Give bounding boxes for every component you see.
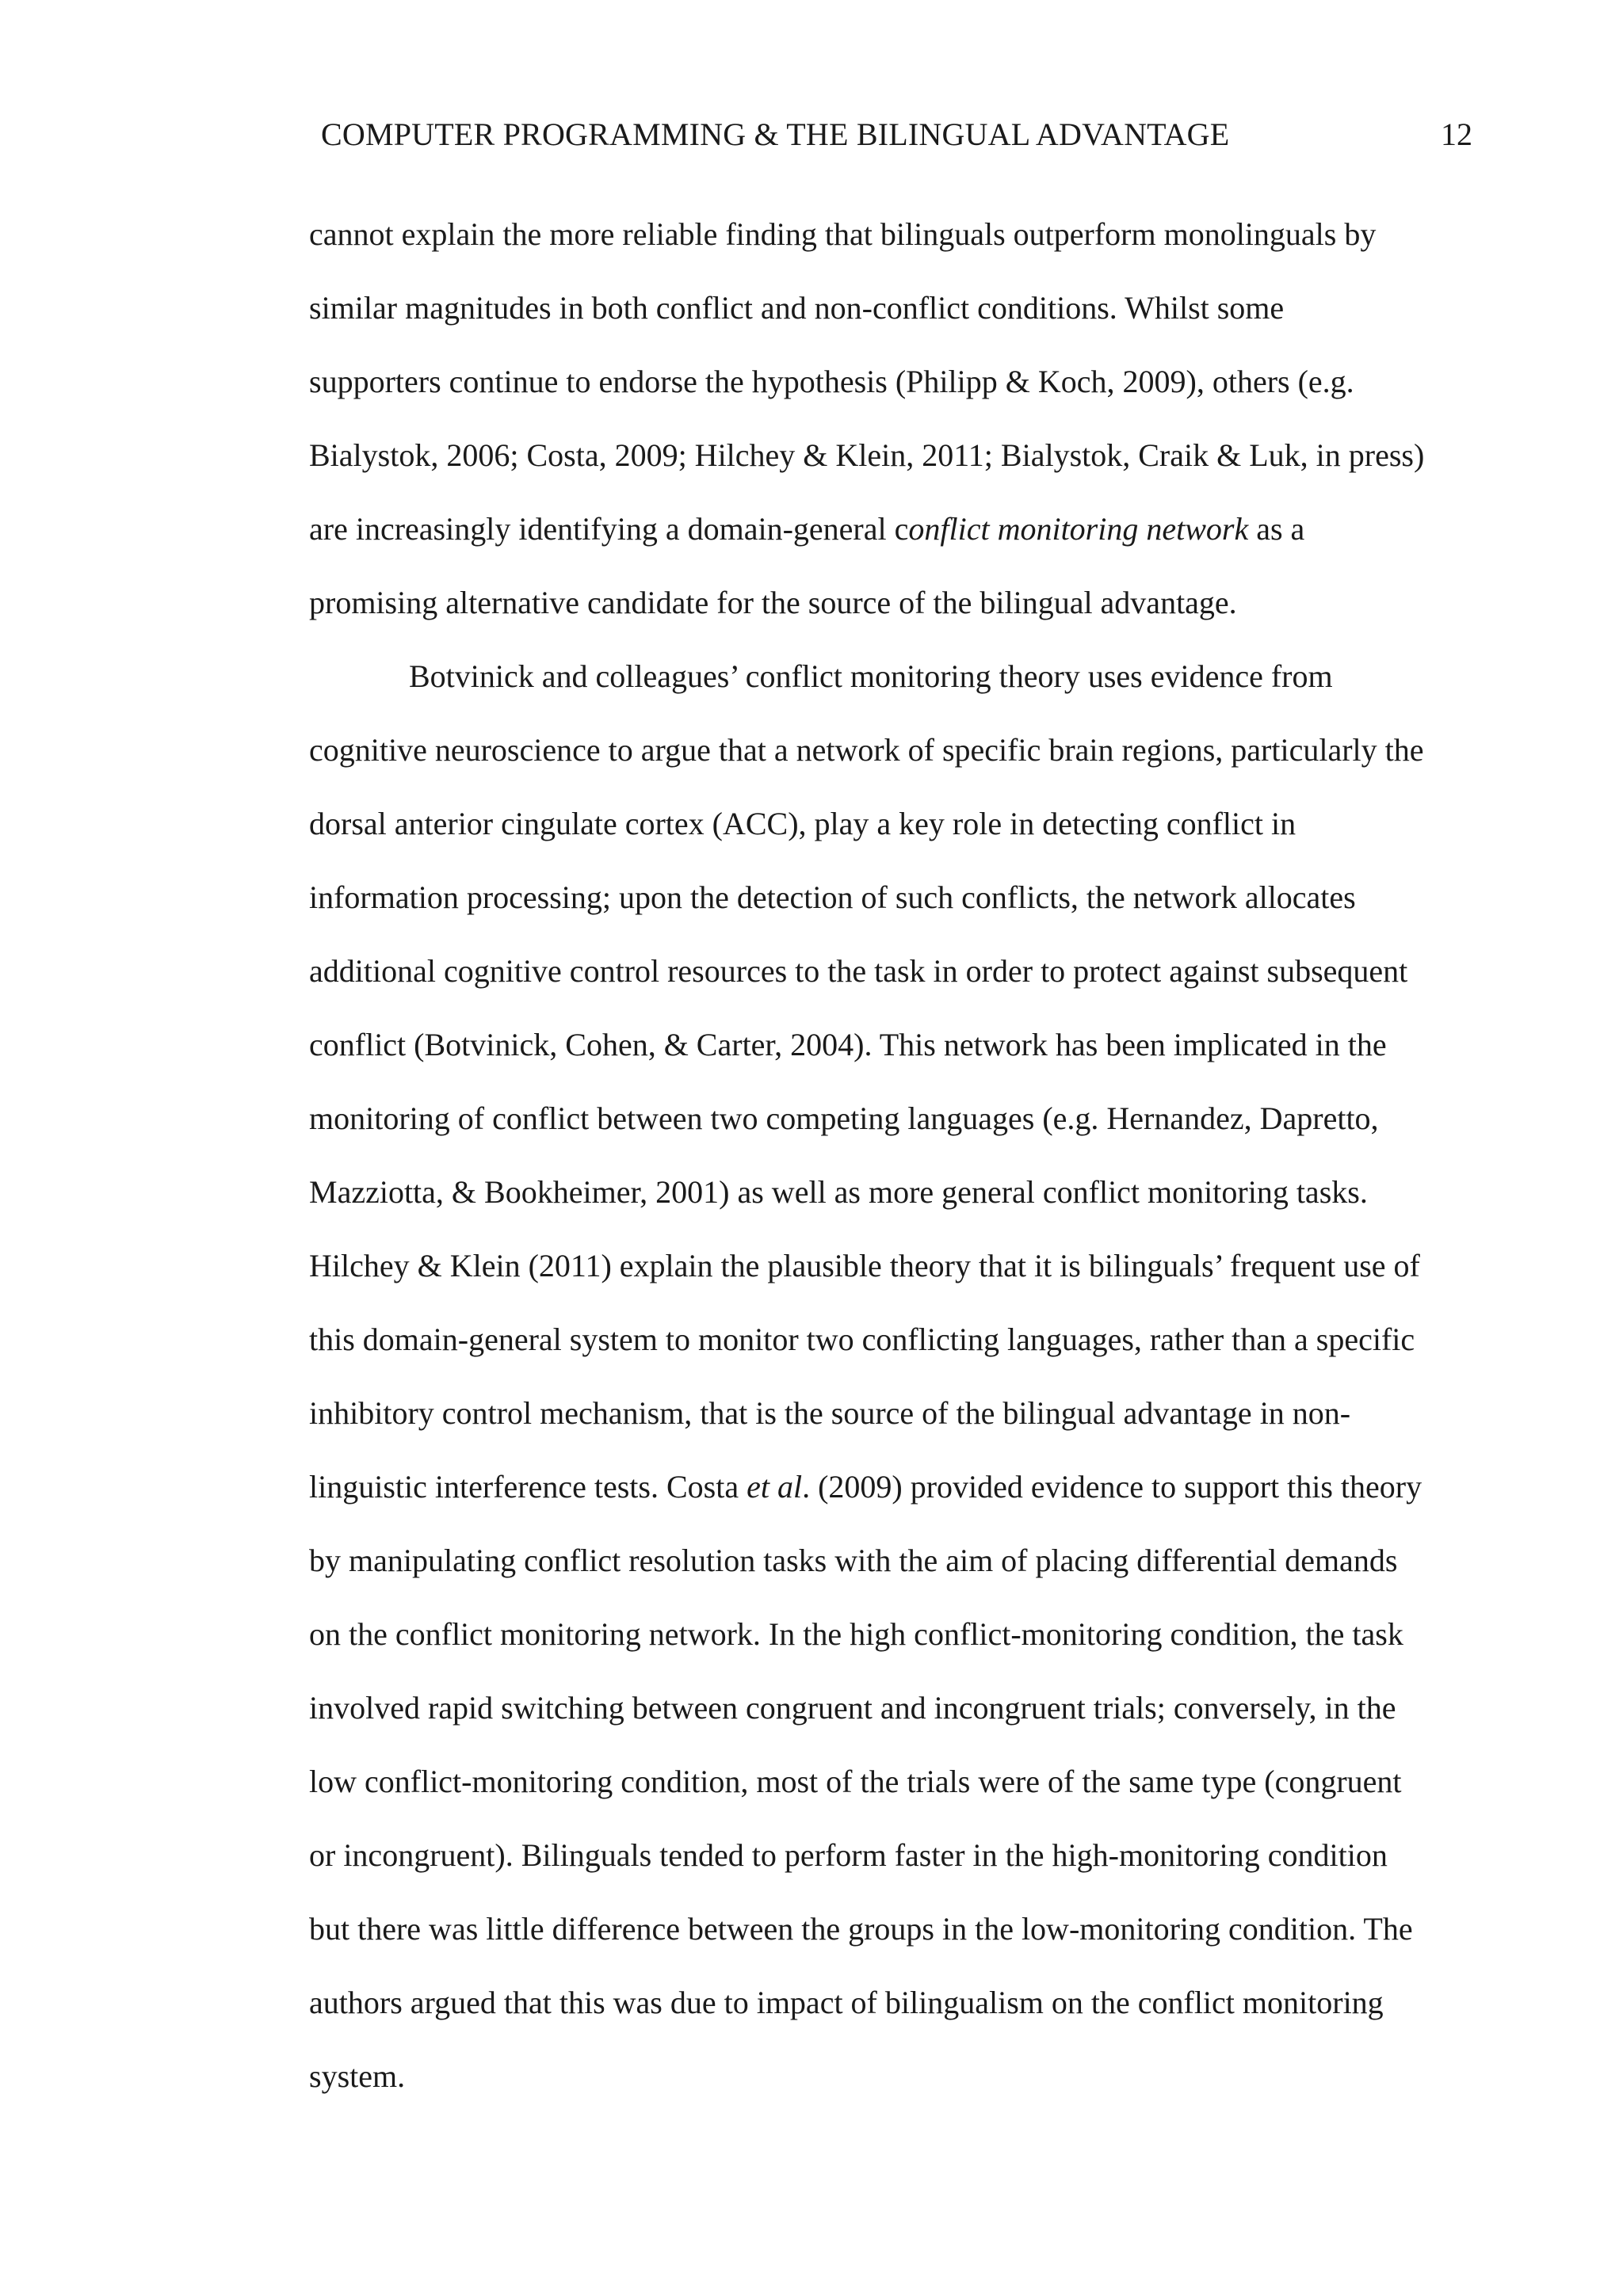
text-line xyxy=(309,284,1482,358)
text-line xyxy=(309,1169,1482,1242)
text-line xyxy=(309,1021,1482,1095)
text-line xyxy=(309,874,1482,948)
text-segment: inhibitory control mechanism, that is the source of the bilingual advantage in non- xyxy=(309,1395,1351,1431)
text-segment: Botvinick and colleagues’ conflict monitoring theory uses evidence from xyxy=(409,658,1333,694)
paragraph-first-line xyxy=(309,653,1482,727)
text-segment: Bialystok, 2006; Costa, 2009; Hilchey & Klein, 2011; Bialystok, Craik & Luk, in press) xyxy=(309,437,1425,473)
text-line xyxy=(309,432,1482,505)
text-segment: involved rapid switching between congruent and incongruent trials; conversely, in the xyxy=(309,1690,1396,1726)
text-segment: by manipulating conflict resolution tasks with the aim of placing differential demands xyxy=(309,1543,1398,1578)
text-line xyxy=(309,1684,1482,1758)
text-segment: system. xyxy=(309,2058,406,2094)
text-line xyxy=(309,1832,1482,1905)
text-line xyxy=(309,1316,1482,1390)
text-line xyxy=(309,1979,1482,2053)
text-segment: are increasingly identifying a domain-general c xyxy=(309,511,909,547)
italic-term: onflict monitoring network xyxy=(908,511,1249,547)
text-line xyxy=(309,211,1482,284)
italic-term: et al xyxy=(747,1469,803,1505)
text-segment: this domain-general system to monitor two conflicting languages, rather than a specific xyxy=(309,1322,1415,1357)
text-segment: as a xyxy=(1248,511,1305,547)
text-line xyxy=(309,358,1482,432)
text-line xyxy=(309,1463,1482,1537)
text-line xyxy=(309,579,1482,653)
text-segment: conflict (Botvinick, Cohen, & Carter, 2004). This network has been implicated in the xyxy=(309,1027,1387,1062)
text-segment: cannot explain the more reliable finding that bilinguals outperform monolinguals by xyxy=(309,216,1377,252)
text-line xyxy=(309,1611,1482,1684)
text-segment: similar magnitudes in both conflict and non-conflict conditions. Whilst some xyxy=(309,290,1285,326)
text-segment: but there was little difference between the groups in the low-monitoring condition. The xyxy=(309,1911,1413,1947)
text-segment: cognitive neuroscience to argue that a network of specific brain regions, particularly the xyxy=(309,732,1424,768)
text-segment: linguistic interference tests. Costa xyxy=(309,1469,747,1505)
body-text xyxy=(309,211,1482,2126)
text-line xyxy=(309,505,1482,579)
text-segment: authors argued that this was due to impact of bilingualism on the conflict monitoring xyxy=(309,1985,1384,2020)
text-line xyxy=(309,800,1482,874)
text-segment: information processing; upon the detection of such conflicts, the network allocates xyxy=(309,879,1356,915)
text-segment: additional cognitive control resources to the task in order to protect against subsequent xyxy=(309,953,1408,989)
text-segment: supporters continue to endorse the hypothesis (Philipp & Koch, 2009), others (e.g. xyxy=(309,364,1354,399)
text-segment: dorsal anterior cingulate cortex (ACC), play a key role in detecting conflict in xyxy=(309,806,1296,841)
text-segment: Hilchey & Klein (2011) explain the plausible theory that it is bilinguals’ frequent use of xyxy=(309,1248,1420,1283)
text-segment: on the conflict monitoring network. In the high conflict-monitoring condition, the task xyxy=(309,1616,1403,1652)
text-segment: low conflict-monitoring condition, most of the trials were of the same type (congruent xyxy=(309,1764,1402,1799)
text-line xyxy=(309,948,1482,1021)
text-segment: monitoring of conflict between two competing languages (e.g. Hernandez, Dapretto, xyxy=(309,1100,1379,1136)
text-segment: promising alternative candidate for the source of the bilingual advantage. xyxy=(309,585,1237,620)
text-line xyxy=(309,1242,1482,1316)
page-number: 12 xyxy=(1441,116,1472,152)
text-line xyxy=(309,1095,1482,1169)
text-line xyxy=(309,2053,1482,2126)
text-line xyxy=(309,727,1482,800)
text-segment: . (2009) provided evidence to support this theory xyxy=(802,1469,1423,1505)
text-line xyxy=(309,1390,1482,1463)
text-segment: Mazziotta, & Bookheimer, 2001) as well as more general conflict monitoring tasks. xyxy=(309,1174,1368,1210)
text-segment: or incongruent). Bilinguals tended to perform faster in the high-monitoring condition xyxy=(309,1837,1388,1873)
running-head: COMPUTER PROGRAMMING & THE BILINGUAL ADVANTAGE xyxy=(321,116,1230,152)
text-line xyxy=(309,1537,1482,1611)
text-line xyxy=(309,1905,1482,1979)
text-line xyxy=(309,1758,1482,1832)
